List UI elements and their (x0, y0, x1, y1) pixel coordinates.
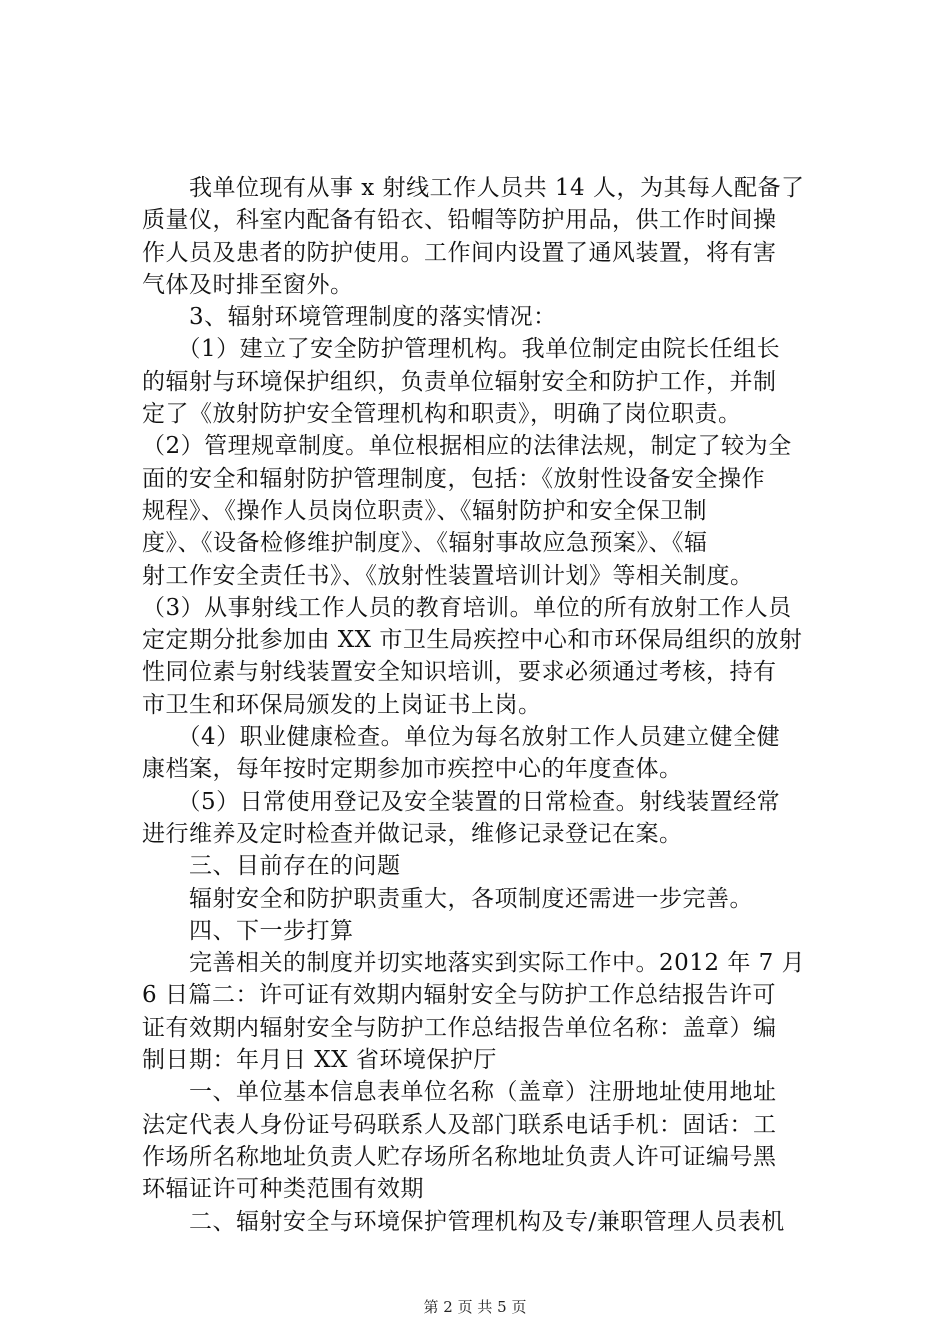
text-line: 进行维养及定时检查并做记录，维修记录登记在案。 (142, 820, 683, 847)
text-line: 环辐证许可种类范围有效期 (142, 1176, 424, 1203)
text-line: 6 日篇二：许可证有效期内辐射安全与防护工作总结报告许可 (142, 982, 776, 1009)
text-line: 二、辐射安全与环境保护管理机构及专/兼职管理人员表机 (142, 1208, 785, 1235)
page-number-footer: 第 2 页 共 5 页 (423, 1298, 527, 1316)
text-line: 康档案，每年按时定期参加市疾控中心的年度查体。 (142, 756, 683, 783)
text-line: （4）职业健康检查。单位为每名放射工作人员建立健全健 (142, 724, 781, 751)
section-heading-line: 三、目前存在的问题 (142, 853, 401, 880)
text-line: 证有效期内辐射安全与防护工作总结报告单位名称：盖章）编 (142, 1014, 777, 1041)
text-line: 辐射安全和防护职责重大，各项制度还需进一步完善。 (142, 885, 753, 912)
text-line: 射工作安全责任书》、《放射性装置培训计划》等相关制度。 (142, 562, 754, 589)
text-line: 气体及时排至窗外。 (142, 271, 354, 298)
text-line: 市卫生和环保局颁发的上岗证书上岗。 (142, 691, 542, 718)
text-line: 面的安全和辐射防护管理制度，包括：《放射性设备安全操作 (142, 465, 765, 492)
text-line: 定了《放射防护安全管理机构和职责》，明确了岗位职责。 (142, 401, 742, 428)
text-line: 我单位现有从事 x 射线工作人员共 14 人，为其每人配备了 (142, 175, 805, 201)
text-line: 定定期分批参加由 XX 市卫生局疾控中心和市环保局组织的放射 (142, 627, 803, 654)
text-line: 的辐射与环境保护组织，负责单位辐射安全和防护工作，并制 (142, 368, 777, 395)
text-line: 度》、《设备检修维护制度》、《辐射事故应急预案》、《辐 (142, 530, 708, 557)
text-line: （3）从事射线工作人员的教育培训。单位的所有放射工作人员 (142, 594, 792, 621)
document-body (142, 172, 842, 1238)
text-line: 质量仪，科室内配备有铅衣、铅帽等防护用品，供工作时间操 (142, 207, 777, 234)
text-line: 一、单位基本信息表单位名称（盖章）注册地址使用地址 (142, 1079, 777, 1106)
text-line: 法定代表人身份证号码联系人及部门联系电话手机：固话：工 (142, 1111, 777, 1138)
text-line: 制日期：年月日 XX 省环境保护厅 (142, 1047, 497, 1074)
text-line: 作场所名称地址负责人贮存场所名称地址负责人许可证编号黑 (142, 1143, 777, 1170)
text-line: 规程》、《操作人员岗位职责》、《辐射防护和安全保卫制 (142, 497, 707, 524)
text-line: 完善相关的制度并切实地落实到实际工作中。2012 年 7 月 (142, 950, 806, 977)
text-line: 作人员及患者的防护使用。工作间内设置了通风装置，将有害 (142, 239, 777, 266)
text-line: （2）管理规章制度。单位根据相应的法律法规，制定了较为全 (142, 433, 792, 460)
section-heading-line: 四、下一步打算 (142, 917, 354, 944)
text-line: 性同位素与射线装置安全知识培训，要求必须通过考核，持有 (142, 659, 777, 686)
text-line: （1）建立了安全防护管理机构。我单位制定由院长任组长 (142, 336, 781, 363)
text-line: （5）日常使用登记及安全装置的日常检查。射线装置经常 (142, 788, 781, 815)
section-heading-line: 3、辐射环境管理制度的落实情况： (142, 304, 557, 331)
